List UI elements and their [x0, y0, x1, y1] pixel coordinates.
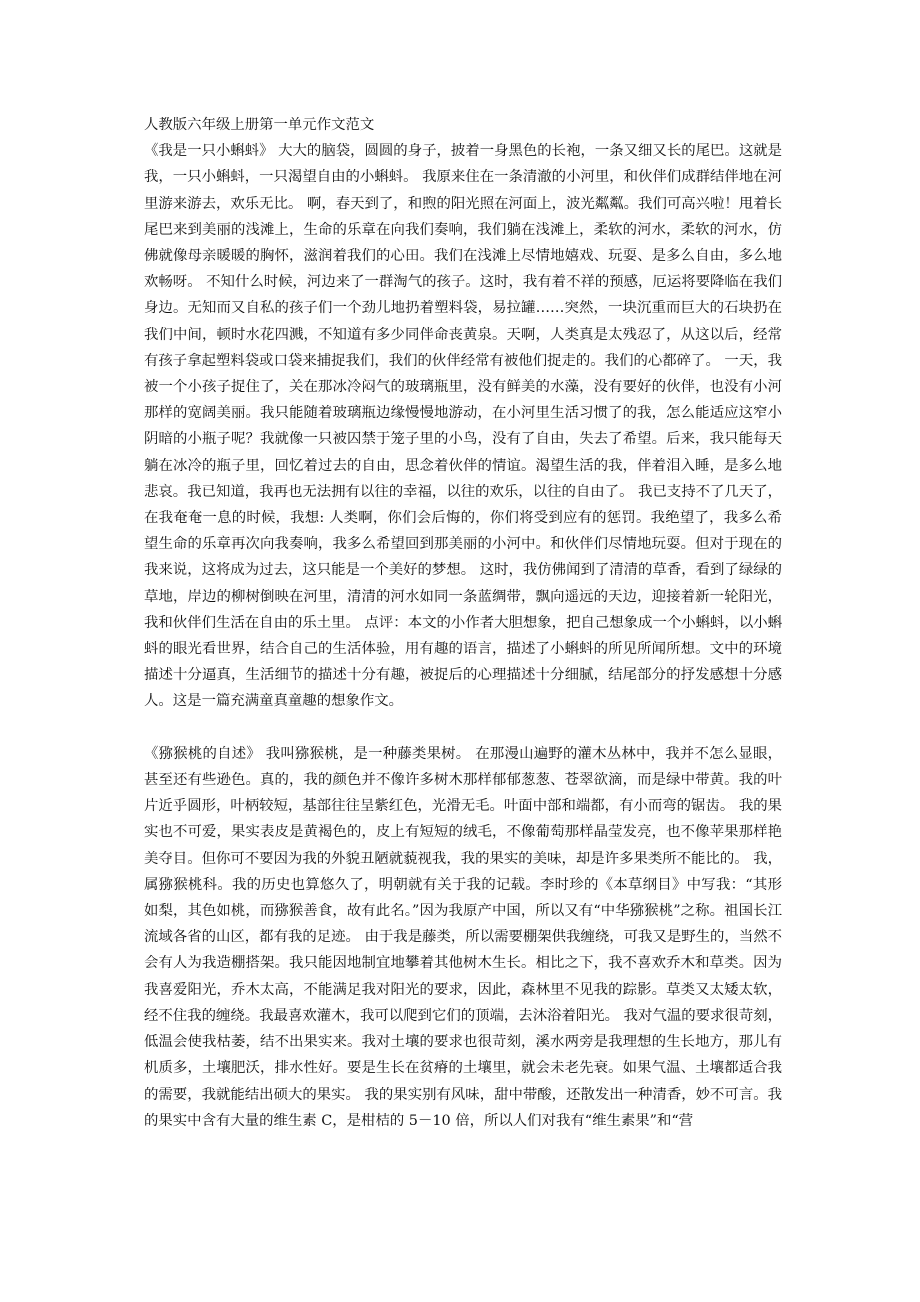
essay-kiwifruit: 《猕猴桃的自述》 我叫猕猴桃，是一种藤类果树。 在那漫山遍野的灌木丛林中，我并不怎么显眼，甚至还有些逊色。真的，我的颜色并不像许多树木那样郁郁葱葱、苍翠欲滴，而是绿中带黄。我的叶片近乎圆形，叶柄较短，基部往往呈紫红色，光滑无毛。叶面中部和端都，有小而弯的锯齿。 我的果实也不可爱，果实表皮是黄褐色的，皮上有短短的绒毛，不像葡萄那样晶莹发亮，也不像苹果那样艳美夺目。但你可不要因为我的外貌丑陋就藐视我，我的果实的美味，却是许多果类所不能比的。 我，属猕猴桃科。我的历史也算悠久了，明朝就有关于我的记载。李时珍的《本草纲目》中写我：“其形如梨，其色如桃，而猕猴善食，故有此名。”因为我原产中国，所以又有“中华猕猴桃”之称。祖国长江流域各省的山区，都有我的足迹。 由于我是藤类，所以需要棚架供我缠绕，可我又是野生的，当然不会有人为我造棚搭架。我只能因地制宜地攀着其他树木生长。相比之下，我不喜欢乔木和草类。因为我喜爱阳光，乔木太高，不能满足我对阳光的要求，因此，森林里不见我的踪影。草类又太矮太软，经不住我的缠绕。我最喜欢灌木，我可以爬到它们的顶端，去沐浴着阳光。 我对气温的要求很苛刻，低温会使我枯萎，结不出果实来。我对土壤的要求也很苛刻，溪水两旁是我理想的生长地方，那儿有机质多，土壤肥沃，排水性好。要是生长在贫瘠的土壤里，就会未老先衰。如果气温、土壤都适合我的需要，我就能结出硕大的果实。 我的果实别有风味，甜中带酸，还散发出一种清香，妙不可言。我的果实中含有大量的维生素 C，是柑桔的 5－10 倍，所以人们对我有“维生素果”和“营 [144, 745, 782, 1129]
document-body [144, 112, 782, 1134]
essay-tadpole: 《我是一只小蝌蚪》 大大的脑袋，圆圆的身子，披着一身黑色的长袍，一条又细又长的尾巴。这就是我，一只小蝌蚪，一只渴望自由的小蝌蚪。 我原来住在一条清澈的小河里，和伙伴们成群结伴地在河里游来游去，欢乐无比。 啊，春天到了，和煦的阳光照在河面上，波光粼粼。我们可高兴啦！甩着长尾巴来到美丽的浅滩上，生命的乐章在向我们奏响，我们躺在浅滩上，柔软的河水，柔软的河水，仿佛就像母亲暖暖的胸怀，滋润着我们的心田。我们在浅滩上尽情地嬉戏、玩耍、是多么自由，多么地欢畅呀。 不知什么时候，河边来了一群淘气的孩子。这时，我有着不祥的预感，厄运将要降临在我们身边。无知而又自私的孩子们一个劲儿地扔着塑料袋，易拉罐……突然，一块沉重而巨大的石块扔在我们中间，顿时水花四溅，不知道有多少同伴命丧黄泉。天啊，人类真是太残忍了，从这以后，经常有孩子拿起塑料袋或口袋来捕捉我们，我们的伙伴经常有被他们捉走的。我们的心都碎了。 一天，我被一个小孩子捉住了，关在那冰冷闷气的玻璃瓶里，没有鲜美的水藻，没有要好的伙伴，也没有小河那样的宽阔美丽。我只能随着玻璃瓶边缘慢慢地游动，在小河里生活习惯了的我，怎么能适应这窄小阴暗的小瓶子呢？我就像一只被囚禁于笼子里的小鸟，没有了自由，失去了希望。后来，我只能每天躺在冰冷的瓶子里，回忆着过去的自由，思念着伙伴的情谊。渴望生活的我，伴着泪入睡，是多么地悲哀。我已知道，我再也无法拥有以往的幸福，以往的欢乐，以往的自由了。 我已支持不了几天了，在我奄奄一息的时候，我想: 人类啊，你们会后悔的，你们将受到应有的惩罚。我绝望了，我多么希望生命的乐章再次向我奏响，我多么希望回到那美丽的小河中。和伙伴们尽情地玩耍。但对于现在的我来说，这将成为过去，这只能是一个美好的梦想。 这时，我仿佛闻到了清清的草香，看到了绿绿的草地，岸边的柳树倒映在河里，清清的河水如同一条蓝绸带，飘向遥远的天边，迎接着新一轮阳光，我和伙伴们生活在自由的乐土里。 点评：本文的小作者大胆想象，把自己想象成一个小蝌蚪，以小蝌蚪的眼光看世界，结合自己的生活体验，用有趣的语言，描述了小蝌蚪的所见所闻所想。文中的环境描述十分逼真，生活细节的描述十分有趣，被捉后的心理描述十分细腻，结尾部分的抒发感想十分感人。这是一篇充满童真童趣的想象作文。 [144, 143, 782, 710]
paragraph-spacer [144, 715, 782, 741]
document-heading: 人教版六年级上册第一单元作文范文 [144, 117, 375, 133]
